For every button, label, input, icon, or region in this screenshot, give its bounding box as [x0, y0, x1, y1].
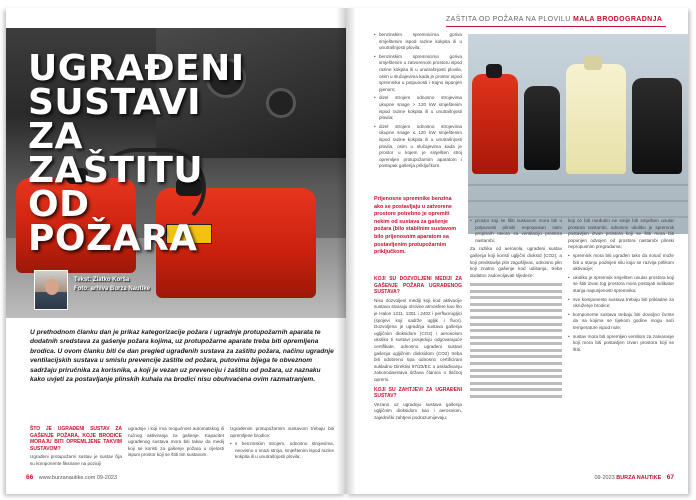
footer-issue: 09-2023	[594, 475, 615, 481]
article-credits	[74, 276, 150, 294]
right-column-3	[568, 218, 674, 355]
section-heading: ŠTO JE UGRAĐENI SUSTAV ZA GAŠENJE POŽARA, KOJE BRODICE MORAJU BITI OPREMLJENE TAKVIM SUSTAVOM?	[30, 426, 122, 452]
body-text: Nisu dozvoljeni mediji koji kod aktivacije sustava stvaraju otrovne atmosfere kao što je Halon 1211, 1301 i 2402 i perfluorugljici (spojevi koji sadrže ugljik i fluor). Dozvoljena je ugradnja sustava gašenja ugljičnim dioksidom (CO2) i aerosolom ukoliko ti sustavi posjeduju odgovarajuće certifikate, odnosno ugrađeni sustavi gašenja ugljičnim dioksidom (CO2) treba biti odobreno tipa odnosno certificirani sukladno Direktivi 97/23/EC o usklađivanju zakonodavstava država članica o tlačnoj opremi.	[374, 297, 462, 382]
section-heading: KOJI SU ZAHTJEVI ZA UGRAĐENI SUSTAV?	[374, 386, 462, 400]
article-title	[28, 48, 268, 259]
bullet-item: • dizel strojem odnosno strojevima ukupne snage ≤ 120 kW smještenim ispod razine kokpita ili u unutrašnjosti plovila, osim u slučajevima kada je prostor u kojem je smješten stroj opremljen protupožarnim aparatom i postupak gašenja priključkom.	[374, 124, 462, 170]
section-header	[446, 16, 662, 23]
right-footer	[595, 474, 675, 481]
bullet-item: • sve komponente sustava trebaju biti prikladne za okruženje brodice;	[568, 297, 674, 310]
bullet-item: • dizel strojem odnosno strojevima ukupne snage > 120 kW smještenim ispod razine kokpita ili u unutrašnjosti plovila;	[374, 95, 462, 121]
black-fuel-can	[524, 86, 560, 170]
page-number: 66	[26, 474, 34, 481]
title-line: UGRAĐENI	[28, 48, 245, 89]
pull-quote: Prijenosne spremnike benzina ako se postavljaju u zatvorene prostore potrebno je opremiti nekim od sustava za gašenje požara (bilo stabilnim sustavom bilo prijenosnim aparatom sa postavljenim protupožarnim priključkom.	[374, 196, 457, 256]
bullet-item: • benzinskim spremnicima goriva smještenim u zatvorenom prostoru ispod razine kokpita ili u unutrašnjosti plovila, osim u slučajevima kada je prostor ispod spremnika u potpunosti i trajno ispunjen pjenom;	[374, 54, 462, 94]
yellow-fuel-can	[566, 64, 626, 174]
right-bullets-top	[374, 32, 462, 172]
right-column-1	[374, 276, 462, 423]
left-column-1	[30, 426, 122, 470]
title-line: ZAŠTITU OD	[28, 150, 204, 225]
author-avatar	[34, 270, 68, 310]
bullet-item: • ukoliko je spremnik smješten unutar prostora koji se štiti izvan tog prostora mora postojati indikator stanja napunjenosti spremnika;	[568, 275, 674, 295]
bullet-item: • spremnik mora biti ugrađen tako da nosač može biti u stanju podnijeti silu koja se razvija prilikom aktivacije;	[568, 253, 674, 273]
photo-credit: Foto: arhiva Burza Nautike	[74, 286, 151, 292]
title-line: POŽARA	[28, 218, 198, 259]
section-category: MALA BRODOGRADNJA	[573, 16, 663, 23]
bullet-item: • s benzinskim strojem, odnosno strojevima, neovisno o snazi stroja, smještenim ispod razine kokpita ili u unutrašnjosti plovila;	[230, 441, 334, 461]
section-title: ZAŠTITA OD POŽARA NA PLOVILU	[446, 16, 571, 23]
footer-magazine: BURZA NAUTIKE	[616, 475, 662, 481]
bullet-item: • sustav mora biti opremljen ventilom za zatvaranje koji mora biti postavljen izvan prostora koji se štiti.	[568, 334, 674, 354]
right-column-2	[470, 218, 562, 402]
bullet-item: • benzinskim spremnicima goriva smještenim ispod razine kokpita ili u unutrašnjosti plovila;	[374, 32, 462, 52]
header-rule	[446, 26, 666, 27]
left-page	[6, 8, 346, 494]
body-text: Ugrađeni protupožarni sustav je sustav čija su komponente fiksirane na poziciji	[30, 454, 122, 466]
body-text: ugradnje i koji ima mogućnost automatskog ili ručnog aktiviranja za gašenje. Kapacitet ugrađenog sustava mora biti takav da medij koji se koristi za gašenje požara u cijelosti ispuni prostor koji se štiti tim sustavom.	[128, 426, 224, 458]
black-fuel-can	[632, 78, 682, 174]
section-heading: KOJI SU DOZVOLJENI MEDIJI ZA GAŠENJE POŽARA UGRAĐENOG SUSTAVA?	[374, 276, 462, 296]
left-footer	[26, 474, 117, 481]
page-number: 67	[666, 474, 674, 481]
article-lead: U prethodnom članku dan je prikaz kategorizacije požara i ugradnje protupožarnih aparata te dodatnih sredstava za gašenje požara kojima, uz protupožarne aparate treba biti opremljena brodica. U ovom članku biti će dan pregled ugrađenih sustava za zaštitu požara, načinu ugradnje ventilacijskih sustava u smislu prevencije zaštite od požara, putovima bijega te obveznom sadržaju priručnika za korisnika, a koji je vezan uz prevenciju i zaštitu od požara, uz naznaku kako uvjeti za postavljanje plinskih kuhala na brodici nisu obuhvaćena ovim razmatranjem.	[30, 329, 334, 384]
body-text: Za razliku od aerosola, ugrađeni sustav gašenja koji koristi ugljični dioksid (CO2), a koji predstavlja plin zagušljivac, odnosno plin koji znatno gašenje kod udisanja, treba dodatno zadovoljavati sljedeće:	[470, 246, 562, 278]
title-line: SUSTAVI ZA	[28, 82, 202, 157]
body-text: koji će biti međutim ne smije biti smješten unutar prostora nastambi, odnosno ukoliko je spremnik postavljen izvan prostora koji se štiti mora biti popunjen odvojen od prostora nastambi plinski nepropusnim pregradama;	[568, 218, 674, 250]
bullet-item: • komponente sustava trebaju biti dovoljno čvrste da na kojima se tijekom godine mogu naći temperature ispod nule;	[568, 312, 674, 332]
bullet-item: • prostor koji se štiti sustavom mora biti u potpunosti plinski nepropusan osim propisnih otvora za ventilaciju prostora nastambi;	[470, 218, 562, 244]
left-column-2	[128, 426, 224, 461]
body-text: Vezano uz ugradnju sustava gašenja ugljičnim dioksidom kao i aerosolom, zajednički zahtjevi podrazumijevaju:	[374, 401, 462, 420]
fuel-cans-photo	[468, 34, 688, 234]
author-credit: Tekst: Zlatko Korša	[74, 277, 130, 283]
engine-part	[266, 88, 296, 118]
footer-issue: 09-2023	[96, 475, 118, 481]
red-fuel-can	[472, 74, 518, 174]
body-text: Ugrađenim protupožarnim sustavom trebaju biti opremljene brodice:	[230, 426, 334, 438]
footer-url[interactable]: www.burzanautike.com	[38, 475, 96, 481]
right-page	[346, 8, 688, 494]
left-column-3	[230, 426, 334, 463]
